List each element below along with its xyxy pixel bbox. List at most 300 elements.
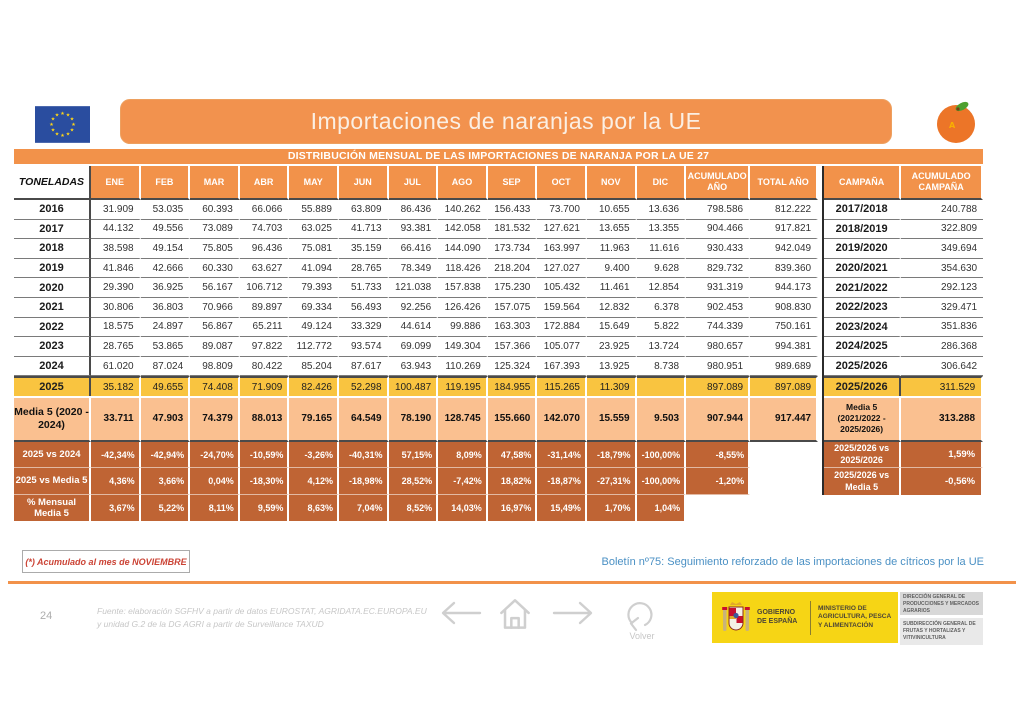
month-value: 87.617	[339, 357, 389, 377]
campana-media5-value: 313.288	[901, 396, 983, 442]
month-value: 79.165	[289, 396, 339, 442]
pct-month-value: 3,66%	[141, 468, 191, 495]
pct-month-value: 57,15%	[389, 442, 439, 469]
bulletin-text: Boletín nº75: Seguimiento reforzado de las importaciones de cítricos por la UE	[601, 556, 984, 568]
media5-label: Media 5 (2020 - 2024)	[14, 396, 91, 442]
month-value: 175.230	[488, 278, 538, 298]
home-icon	[501, 600, 528, 627]
pct-month-value: 4,36%	[91, 468, 141, 495]
campana-label: 2021/2022	[824, 278, 901, 298]
pct-month-value: 8,11%	[190, 495, 240, 522]
campana-acumulado-value: 349.694	[901, 239, 983, 259]
column-header-month: NOV	[587, 166, 637, 200]
month-value: 74.408	[190, 376, 240, 396]
ministerio-text: MINISTERIO DE AGRICULTURA, PESCA Y ALIMENTACIÓN	[818, 604, 891, 629]
column-header-month: FEB	[141, 166, 191, 200]
svg-text:★: ★	[54, 112, 60, 119]
campana-acumulado-value: 354.630	[901, 259, 983, 279]
campana-acumulado-value: 292.123	[901, 278, 983, 298]
month-value: 13.724	[637, 337, 687, 357]
month-value: 15.559	[587, 396, 637, 442]
month-value: 142.070	[537, 396, 587, 442]
column-header-acumulado-campana: ACUMULADO CAMPAÑA	[901, 166, 983, 200]
month-value: 80.422	[240, 357, 290, 377]
month-value: 115.265	[537, 376, 587, 396]
svg-text:A: A	[949, 121, 956, 130]
month-value: 92.256	[389, 298, 439, 318]
total-ano-value: 812.222	[750, 200, 818, 220]
month-value: 86.436	[389, 200, 439, 220]
acumulado-ano-value: 907.944	[686, 396, 750, 442]
table-row-pct-0	[14, 442, 818, 469]
month-value: 89.087	[190, 337, 240, 357]
pct-row-label: % Mensual Media 5	[14, 495, 91, 522]
month-value: 24.897	[141, 318, 191, 338]
pct-month-value: -18,87%	[537, 468, 587, 495]
pct-month-value: -27,31%	[587, 468, 637, 495]
svg-text:★: ★	[69, 127, 75, 134]
month-value: 121.038	[389, 278, 439, 298]
month-value: 74.703	[240, 220, 290, 240]
campaign-row-pct-1	[824, 468, 983, 495]
total-ano-value: 908.830	[750, 298, 818, 318]
month-value: 35.182	[91, 376, 141, 396]
campana-acumulado-value: 306.642	[901, 357, 983, 377]
column-header-month: MAY	[289, 166, 339, 200]
month-value: 110.269	[438, 357, 488, 377]
pct-month-value: 1,70%	[587, 495, 637, 522]
total-ano-value: 897.089	[750, 376, 818, 396]
campana-label: 2025/2026	[824, 357, 901, 377]
campana-pct-label: 2025/2026 vs Media 5	[824, 468, 901, 495]
table-row-2017	[14, 220, 818, 240]
month-value: 128.745	[438, 396, 488, 442]
month-value: 127.621	[537, 220, 587, 240]
pct-month-value: 7,04%	[339, 495, 389, 522]
month-value: 75.081	[289, 239, 339, 259]
table-row-pct-2	[14, 495, 818, 522]
year-label: 2023	[14, 337, 91, 357]
month-value: 11.461	[587, 278, 637, 298]
month-value: 36.925	[141, 278, 191, 298]
year-label: 2019	[14, 259, 91, 279]
month-value: 49.154	[141, 239, 191, 259]
month-value: 78.349	[389, 259, 439, 279]
gobierno-text: GOBIERNO DE ESPAÑA	[757, 608, 798, 625]
acumulado-ano-value: 980.951	[686, 357, 750, 377]
month-value: 5.822	[637, 318, 687, 338]
campaign-row-2021-2022	[824, 278, 983, 298]
table-row-pct-1	[14, 468, 818, 495]
month-value: 118.426	[438, 259, 488, 279]
month-value: 33.329	[339, 318, 389, 338]
year-label: 2025	[14, 376, 91, 396]
month-value: 74.379	[190, 396, 240, 442]
table-row-2018	[14, 239, 818, 259]
table-row-2024	[14, 357, 818, 377]
table-row-2016	[14, 200, 818, 220]
pct-month-value: -40,31%	[339, 442, 389, 469]
pct-month-value: 4,12%	[289, 468, 339, 495]
campana-label: 2020/2021	[824, 259, 901, 279]
month-value: 18.575	[91, 318, 141, 338]
left-arrow-icon	[443, 603, 480, 623]
home-button[interactable]	[496, 594, 534, 636]
column-header-total-ano: TOTAL AÑO	[750, 166, 818, 200]
table-title-band: DISTRIBUCIÓN MENSUAL DE LAS IMPORTACIONES DE NARANJA POR LA UE 27	[14, 149, 983, 164]
month-value: 93.574	[339, 337, 389, 357]
campana-acumulado-value: 351.836	[901, 318, 983, 338]
svg-text:★: ★	[65, 112, 71, 119]
month-value: 88.013	[240, 396, 290, 442]
acumulado-ano-value: 897.089	[686, 376, 750, 396]
year-label: 2024	[14, 357, 91, 377]
month-value: 66.416	[389, 239, 439, 259]
column-header-month: OCT	[537, 166, 587, 200]
month-value: 11.309	[587, 376, 637, 396]
direccion-general-label: DIRECCIÓN GENERAL DE PRODUCCIONES Y MERCADOS AGRARIOS	[900, 592, 983, 615]
month-value: 173.734	[488, 239, 538, 259]
month-value: 105.077	[537, 337, 587, 357]
column-header-month: DIC	[637, 166, 687, 200]
month-value: 163.997	[537, 239, 587, 259]
pct-month-value: 8,09%	[438, 442, 488, 469]
month-value: 105.432	[537, 278, 587, 298]
month-value: 44.132	[91, 220, 141, 240]
footer-divider	[8, 581, 1016, 584]
table-row-2023	[14, 337, 818, 357]
month-value: 11.963	[587, 239, 637, 259]
column-header-toneladas: TONELADAS	[14, 166, 91, 200]
campana-label: 2017/2018	[824, 200, 901, 220]
month-value: 99.886	[438, 318, 488, 338]
spain-coat-of-arms-icon	[721, 599, 751, 637]
source-text	[97, 605, 427, 631]
campana-pct-label: 2025/2026 vs 2025/2026	[824, 442, 901, 469]
month-value: 65.211	[240, 318, 290, 338]
campana-label: 2025/2026	[824, 376, 901, 396]
month-value: 56.867	[190, 318, 240, 338]
year-label: 2020	[14, 278, 91, 298]
column-header-month: ENE	[91, 166, 141, 200]
acumulado-ano-value: 980.657	[686, 337, 750, 357]
month-value: 8.738	[637, 357, 687, 377]
month-value: 149.304	[438, 337, 488, 357]
month-value	[637, 376, 687, 396]
campana-acumulado-value: 329.471	[901, 298, 983, 318]
pct-month-value: 1,04%	[637, 495, 687, 522]
campana-label: 2022/2023	[824, 298, 901, 318]
campaign-table-body	[824, 200, 983, 495]
campaign-row-pct-0	[824, 442, 983, 469]
table-row-2021	[14, 298, 818, 318]
empty-cell	[750, 442, 818, 469]
month-value: 63.943	[389, 357, 439, 377]
table-row-2020	[14, 278, 818, 298]
year-label: 2021	[14, 298, 91, 318]
campana-acumulado-value: 240.788	[901, 200, 983, 220]
month-value: 10.655	[587, 200, 637, 220]
month-value: 9.400	[587, 259, 637, 279]
pct-month-value: -100,00%	[637, 468, 687, 495]
month-value: 73.700	[537, 200, 587, 220]
acumulado-ano-value: 902.453	[686, 298, 750, 318]
month-value: 41.846	[91, 259, 141, 279]
month-value: 49.556	[141, 220, 191, 240]
month-value: 63.627	[240, 259, 290, 279]
campaign-row-2020-2021	[824, 259, 983, 279]
column-header-campana: CAMPAÑA	[824, 166, 901, 200]
month-value: 69.099	[389, 337, 439, 357]
column-header-month: AGO	[438, 166, 488, 200]
month-value: 70.966	[190, 298, 240, 318]
month-value: 63.025	[289, 220, 339, 240]
total-ano-value: 942.049	[750, 239, 818, 259]
month-value: 85.204	[289, 357, 339, 377]
pct-month-value: -31,14%	[537, 442, 587, 469]
pct-month-value: 3,67%	[91, 495, 141, 522]
campana-acumulado-value: 322.809	[901, 220, 983, 240]
month-value: 11.616	[637, 239, 687, 259]
month-value: 140.262	[438, 200, 488, 220]
total-ano-value: 750.161	[750, 318, 818, 338]
right-arrow-icon	[554, 603, 591, 623]
prev-button[interactable]	[438, 596, 482, 630]
campana-pct-value: -0,56%	[901, 468, 983, 495]
total-ano-value: 989.689	[750, 357, 818, 377]
month-value: 73.089	[190, 220, 240, 240]
pct-month-value: -7,42%	[438, 468, 488, 495]
month-value: 157.838	[438, 278, 488, 298]
month-value: 28.765	[339, 259, 389, 279]
campaign-row-2025-2026	[824, 357, 983, 377]
column-header-month: JUN	[339, 166, 389, 200]
campana-label: 2018/2019	[824, 220, 901, 240]
month-value: 36.803	[141, 298, 191, 318]
month-value: 53.035	[141, 200, 191, 220]
month-value: 61.020	[91, 357, 141, 377]
month-value: 15.649	[587, 318, 637, 338]
month-value: 167.393	[537, 357, 587, 377]
main-table-header-row	[14, 166, 818, 200]
month-value: 93.381	[389, 220, 439, 240]
month-value: 82.426	[289, 376, 339, 396]
campaign-row-2017-2018	[824, 200, 983, 220]
month-value: 38.598	[91, 239, 141, 259]
page-number: 24	[40, 610, 53, 622]
pct-month-value: 18,82%	[488, 468, 538, 495]
month-value: 56.167	[190, 278, 240, 298]
month-value: 9.628	[637, 259, 687, 279]
orange-fruit-icon	[931, 97, 981, 145]
month-value: 66.066	[240, 200, 290, 220]
pct-row-label: 2025 vs Media 5	[14, 468, 91, 495]
month-value: 71.909	[240, 376, 290, 396]
total-ano-value: 917.821	[750, 220, 818, 240]
next-button[interactable]	[552, 596, 596, 630]
svg-text:★: ★	[60, 133, 65, 140]
campaign-row-2022-2023	[824, 298, 983, 318]
acumulado-ano-value: 904.466	[686, 220, 750, 240]
source-line-1: Fuente: elaboración SGFHV a partir de datos EUROSTAT, AGRIDATA.EC.EUROPA.EU	[97, 606, 427, 616]
volver-button[interactable]	[618, 595, 662, 633]
month-value: 218.204	[488, 259, 538, 279]
campana-label: 2019/2020	[824, 239, 901, 259]
table-row-2022	[14, 318, 818, 338]
month-value: 89.897	[240, 298, 290, 318]
table-row-2019	[14, 259, 818, 279]
month-value: 75.805	[190, 239, 240, 259]
month-value: 98.809	[190, 357, 240, 377]
month-value: 69.334	[289, 298, 339, 318]
campaign-row-2018-2019	[824, 220, 983, 240]
year-label: 2018	[14, 239, 91, 259]
svg-text:★: ★	[50, 127, 56, 134]
month-value: 157.075	[488, 298, 538, 318]
month-value: 163.303	[488, 318, 538, 338]
month-value: 155.660	[488, 396, 538, 442]
month-value: 49.655	[141, 376, 191, 396]
campaign-table	[822, 166, 983, 495]
month-value: 144.090	[438, 239, 488, 259]
subdireccion-general-label: SUBDIRECCIÓN GENERAL DE FRUTAS Y HORTALIZAS Y VITIVINICULTURA	[900, 618, 983, 645]
pct-month-value: -10,59%	[240, 442, 290, 469]
month-value: 13.655	[587, 220, 637, 240]
campaign-row-2019-2020	[824, 239, 983, 259]
month-value: 6.378	[637, 298, 687, 318]
total-ano-value: 839.360	[750, 259, 818, 279]
pct-row-label: 2025 vs 2024	[14, 442, 91, 469]
month-value: 184.955	[488, 376, 538, 396]
month-value: 31.909	[91, 200, 141, 220]
month-value: 157.366	[488, 337, 538, 357]
month-value: 13.925	[587, 357, 637, 377]
month-value: 172.884	[537, 318, 587, 338]
return-arrow-icon	[628, 603, 651, 630]
main-table-body	[14, 200, 818, 521]
pct-month-value: 28,52%	[389, 468, 439, 495]
campaign-row-2025-2026	[824, 376, 983, 396]
column-header-acumulado-ano: ACUMULADO AÑO	[686, 166, 750, 200]
empty-cell	[686, 495, 818, 522]
pct-acumulado-value: -8,55%	[686, 442, 750, 469]
acumulado-ano-value: 931.319	[686, 278, 750, 298]
main-table	[14, 166, 818, 521]
pct-month-value: -24,70%	[190, 442, 240, 469]
month-value: 41.713	[339, 220, 389, 240]
pct-month-value: 14,03%	[438, 495, 488, 522]
month-value: 28.765	[91, 337, 141, 357]
month-value: 33.711	[91, 396, 141, 442]
campaign-row-2023-2024	[824, 318, 983, 338]
month-value: 63.809	[339, 200, 389, 220]
table-row-media5	[14, 396, 818, 442]
svg-text:★: ★	[69, 116, 75, 123]
month-value: 41.094	[289, 259, 339, 279]
month-value: 30.806	[91, 298, 141, 318]
month-value: 78.190	[389, 396, 439, 442]
pct-month-value: -42,34%	[91, 442, 141, 469]
month-value: 106.712	[240, 278, 290, 298]
month-value: 79.393	[289, 278, 339, 298]
acumulado-ano-value: 930.433	[686, 239, 750, 259]
month-value: 42.666	[141, 259, 191, 279]
month-value: 112.772	[289, 337, 339, 357]
month-value: 125.324	[488, 357, 538, 377]
pct-month-value: -18,30%	[240, 468, 290, 495]
month-value: 56.493	[339, 298, 389, 318]
campaign-row-media5	[824, 396, 983, 442]
pct-month-value: 8,52%	[389, 495, 439, 522]
pct-month-value: 0,04%	[190, 468, 240, 495]
month-value: 47.903	[141, 396, 191, 442]
month-value: 100.487	[389, 376, 439, 396]
month-value: 119.195	[438, 376, 488, 396]
month-value: 49.124	[289, 318, 339, 338]
logo-divider	[810, 601, 811, 635]
month-value: 13.636	[637, 200, 687, 220]
campana-media5-label: Media 5 (2021/2022 - 2025/2026)	[824, 396, 901, 442]
month-value: 87.024	[141, 357, 191, 377]
column-header-month: MAR	[190, 166, 240, 200]
campana-pct-value: 1,59%	[901, 442, 983, 469]
pct-month-value: 15,49%	[537, 495, 587, 522]
footnote: (*) Acumulado al mes de NOVIEMBRE	[22, 550, 190, 573]
column-header-month: JUL	[389, 166, 439, 200]
eu-flag-icon	[35, 106, 90, 143]
total-ano-value: 944.173	[750, 278, 818, 298]
campana-acumulado-value: 311.529	[901, 376, 983, 396]
pct-month-value: 47,58%	[488, 442, 538, 469]
acumulado-ano-value: 798.586	[686, 200, 750, 220]
month-value: 60.393	[190, 200, 240, 220]
campaign-table-header-row	[824, 166, 983, 200]
month-value: 126.426	[438, 298, 488, 318]
gobierno-logo	[712, 592, 898, 643]
pct-month-value: 16,97%	[488, 495, 538, 522]
pct-month-value: 8,63%	[289, 495, 339, 522]
svg-text:★: ★	[49, 122, 54, 129]
pct-month-value: -18,98%	[339, 468, 389, 495]
volver-label: Volver	[629, 631, 655, 641]
empty-cell	[750, 468, 818, 495]
svg-text:★: ★	[60, 111, 65, 118]
month-value: 12.832	[587, 298, 637, 318]
svg-text:★: ★	[50, 116, 56, 123]
pct-month-value: 5,22%	[141, 495, 191, 522]
year-label: 2016	[14, 200, 91, 220]
month-value: 60.330	[190, 259, 240, 279]
month-value: 159.564	[537, 298, 587, 318]
pct-month-value: -18,79%	[587, 442, 637, 469]
campaign-row-2024-2025	[824, 337, 983, 357]
svg-text:★: ★	[65, 131, 71, 138]
pct-month-value: -3,26%	[289, 442, 339, 469]
month-value: 55.889	[289, 200, 339, 220]
acumulado-ano-value: 744.339	[686, 318, 750, 338]
column-header-month: SEP	[488, 166, 538, 200]
campana-label: 2023/2024	[824, 318, 901, 338]
acumulado-ano-value: 829.732	[686, 259, 750, 279]
campana-label: 2024/2025	[824, 337, 901, 357]
month-value: 97.822	[240, 337, 290, 357]
total-ano-value: 917.447	[750, 396, 818, 442]
pct-month-value: 9,59%	[240, 495, 290, 522]
month-value: 96.436	[240, 239, 290, 259]
svg-text:★: ★	[71, 122, 76, 129]
month-value: 142.058	[438, 220, 488, 240]
page-title: Importaciones de naranjas por la UE	[120, 99, 892, 144]
